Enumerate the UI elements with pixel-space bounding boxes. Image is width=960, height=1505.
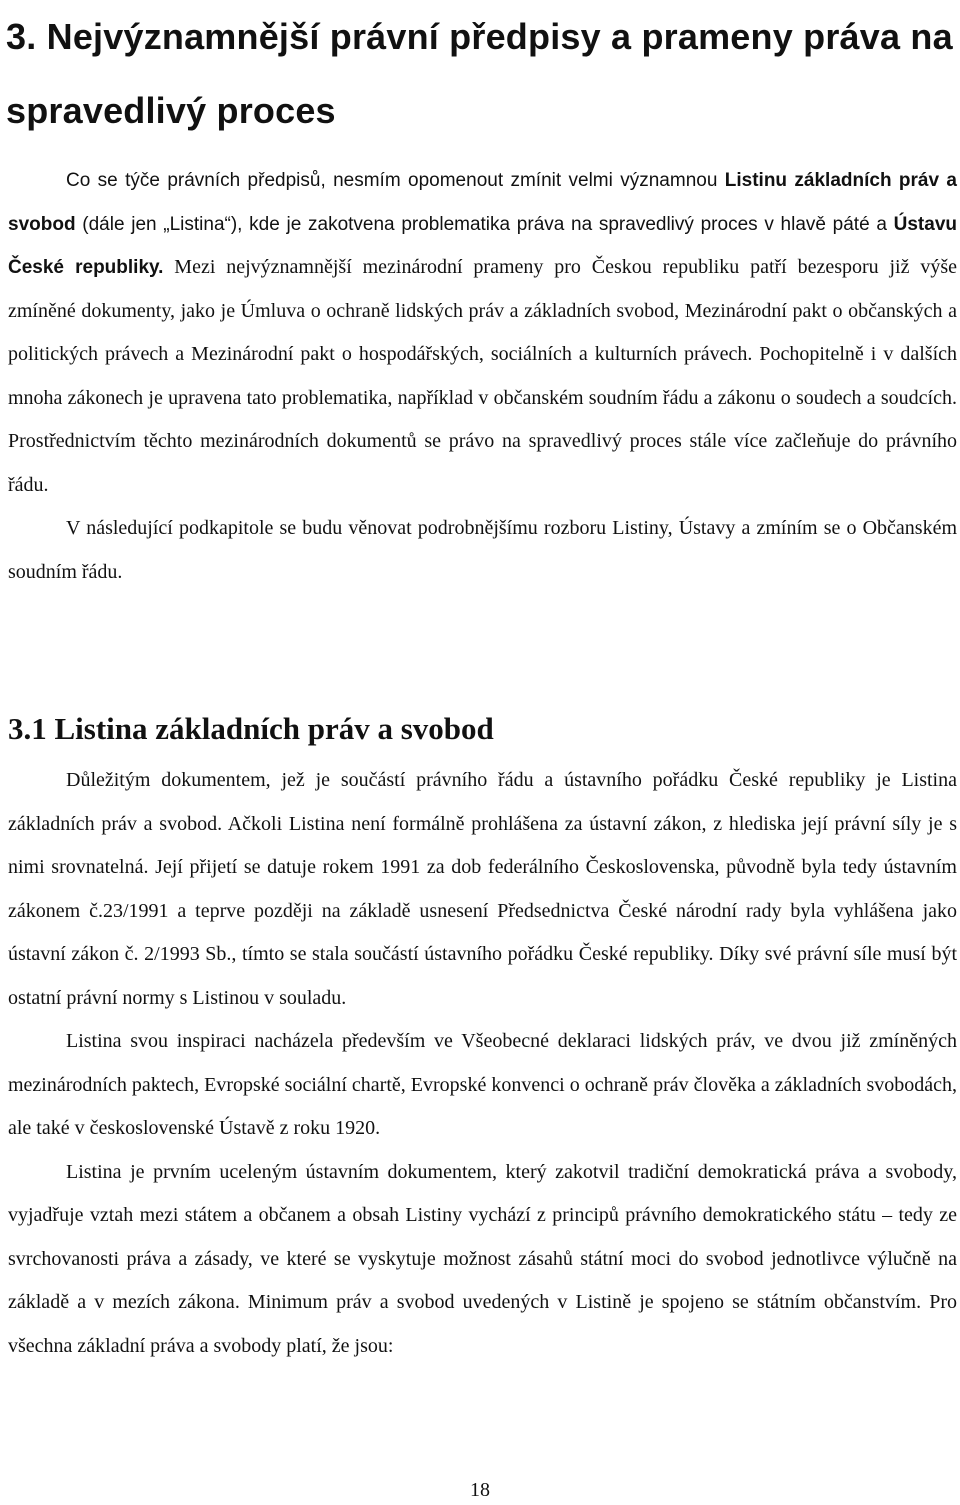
bold-term-listina: Listinu základních práv a svobod bbox=[8, 170, 957, 235]
paragraph-text: Mezi nejvýznamnější mezinárodní prameny pro Českou republiku patří bezesporu již výše zmíněné dokumenty, jako je Úmluva o ochraně lidských práv a základních svobod, Mezinárodní pakt o občanských a politických právech a Mezinárodní pakt o hospodářských, sociálních a kulturních právech. Pochopitelně i v dalších mnoha zákonech je upravena tato problematika, například v občanském soudním řádu a zákonu o soudech a soudcích. Prostřednictvím těchto mezinárodních dokumentů se právo na spravedlivý proces stále více začleňuje do právního řádu. bbox=[8, 256, 957, 496]
section-heading: 3.1 Listina základních práv a svobod bbox=[8, 711, 494, 746]
paragraph-listina-principles: Listina je prvním uceleným ústavním dokumentem, který zakotvil tradiční demokratická práva a svobody, vyjadřuje vztah mezi státem a občanem a obsah Listiny vychází z principů právního demokratického státu – tedy ze svrchovanosti práva a zásady, ve které se vyskytuje možnost zásahů státní moci do svobod jednotlivce výlučně na základě a v mezích zákona. Minimum práv a svobod uvedených v Listině je spojeno se státním občanstvím. Pro všechna základní práva a svobody platí, že jsou: bbox=[8, 1160, 957, 1357]
chapter-heading: 3. Nejvýznamnější právní předpisy a prameny práva na spravedlivý proces bbox=[6, 16, 953, 131]
intro-section bbox=[8, 159, 957, 594]
section-body bbox=[8, 759, 957, 1368]
paragraph-text: (dále jen „Listina“), kde je zakotvena problematika práva na spravedlivý proces v hlavě páté a bbox=[75, 213, 894, 235]
bold-term-ustava: Ústavu České republiky. bbox=[8, 213, 957, 278]
paragraph-text: Co se týče právních předpisů, nesmím opomenout zmínit velmi významnou bbox=[66, 170, 725, 191]
paragraph-outline: V následující podkapitole se budu věnovat podrobnějšímu rozboru Listiny, Ústavy a zmíním se o Občanském soudním řádu. bbox=[8, 517, 957, 583]
paragraph-listina-status: Důležitým dokumentem, jež je součástí právního řádu a ústavního pořádku České republiky je Listina základních práv a svobod. Ačkoli Listina není formálně prohlášena za ústavní zákon, z hlediska její právní síly je s nimi srovnatelná. Její přijetí se datuje rokem 1991 za dob federálního Československa, původně byla tedy ústavním zákonem č.23/1991 a teprve později na základě usnesení Předsednictva České národní rady byla vyhlášena jako ústavní zákon č. 2/1993 Sb., tímto se stala součástí ústavního pořádku České republiky. Díky své právní síle musí být ostatní právní normy s Listinou v souladu. bbox=[8, 769, 957, 1009]
paragraph-intro bbox=[8, 159, 957, 507]
page-number: 18 bbox=[470, 1479, 490, 1501]
paragraph-listina-inspiration: Listina svou inspiraci nacházela především ve Všeobecné deklaraci lidských práv, ve dvou již zmíněných mezinárodních paktech, Evropské sociální chartě, Evropské konvenci o ochraně práv člověka a základních svobodách, ale také v československé Ústavě z roku 1920. bbox=[8, 1030, 957, 1139]
